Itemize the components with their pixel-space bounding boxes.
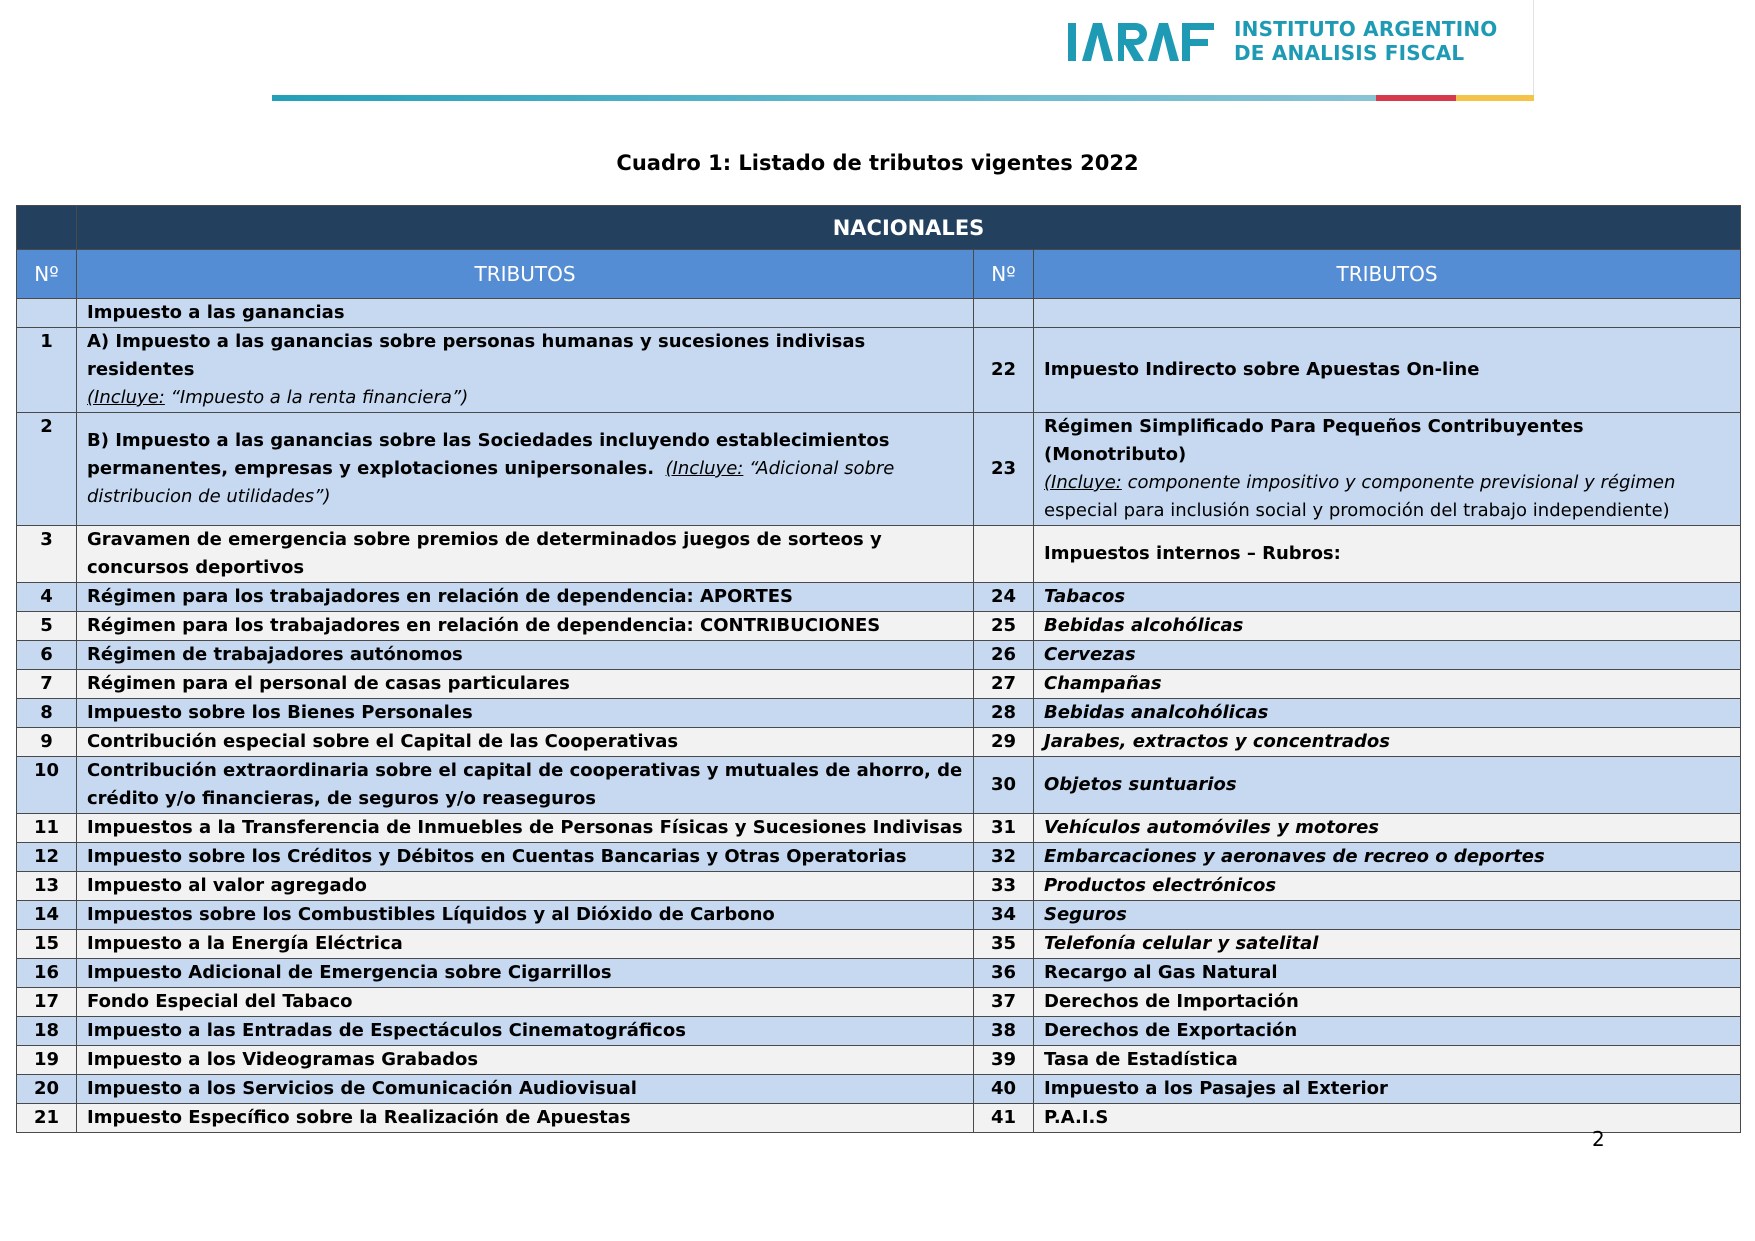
row-num: 8 xyxy=(17,699,77,728)
tributo-name: Embarcaciones y aeronaves de recreo o deportes xyxy=(1034,843,1741,872)
tributo-name: Impuesto Adicional de Emergencia sobre Cigarrillos xyxy=(77,959,974,988)
row-num: 7 xyxy=(17,670,77,699)
row-num: 30 xyxy=(974,757,1034,814)
row-num: 27 xyxy=(974,670,1034,699)
tributo-name xyxy=(1034,413,1741,526)
row-num xyxy=(17,299,77,328)
iaraf-logo xyxy=(1068,16,1497,66)
tributo-name: Régimen de trabajadores autónomos xyxy=(77,641,974,670)
row-num: 26 xyxy=(974,641,1034,670)
tributo-main: A) Impuesto a las ganancias sobre personas humanas y sucesiones indivisas residentes xyxy=(87,331,866,380)
tributo-name: Impuesto a los Servicios de Comunicación Audiovisual xyxy=(77,1075,974,1104)
table-row xyxy=(17,526,1741,583)
row-num: 16 xyxy=(17,959,77,988)
row-num: 28 xyxy=(974,699,1034,728)
row-num: 18 xyxy=(17,1017,77,1046)
tributo-name: Impuesto a las Entradas de Espectáculos Cinematográficos xyxy=(77,1017,974,1046)
row-num: 32 xyxy=(974,843,1034,872)
header-bar-yellow xyxy=(1456,95,1534,101)
row-num: 14 xyxy=(17,901,77,930)
table-row xyxy=(17,1017,1741,1046)
table-row xyxy=(17,988,1741,1017)
tributo-name: Impuesto a los Videogramas Grabados xyxy=(77,1046,974,1075)
table-row xyxy=(17,901,1741,930)
tributo-name: Impuesto al valor agregado xyxy=(77,872,974,901)
col-header-tributos-right: TRIBUTOS xyxy=(1034,250,1741,299)
row-num: 9 xyxy=(17,728,77,757)
tributo-main: Régimen Simplificado Para Pequeños Contribuyentes (Monotributo) xyxy=(1044,416,1584,465)
row-num: 29 xyxy=(974,728,1034,757)
tributo-name: Objetos suntuarios xyxy=(1034,757,1741,814)
incluye-label: (Incluye: xyxy=(87,387,165,408)
tributo-name: Tasa de Estadística xyxy=(1034,1046,1741,1075)
row-num: 31 xyxy=(974,814,1034,843)
tributo-name: Impuesto sobre los Bienes Personales xyxy=(77,699,974,728)
row-num: 6 xyxy=(17,641,77,670)
row-num: 11 xyxy=(17,814,77,843)
row-num: 39 xyxy=(974,1046,1034,1075)
tributos-table xyxy=(16,205,1741,1133)
row-num: 23 xyxy=(974,413,1034,526)
tributo-name: Vehículos automóviles y motores xyxy=(1034,814,1741,843)
header-divider xyxy=(1533,0,1534,101)
tributo-name: Régimen para los trabajadores en relación de dependencia: APORTES xyxy=(77,583,974,612)
row-num: 20 xyxy=(17,1075,77,1104)
tributo-name: Impuestos sobre los Combustibles Líquidos y al Dióxido de Carbono xyxy=(77,901,974,930)
org-name-line1: INSTITUTO ARGENTINO xyxy=(1234,17,1498,41)
table-row xyxy=(17,1046,1741,1075)
row-num xyxy=(974,299,1034,328)
title-corner-cell xyxy=(17,206,77,250)
row-num xyxy=(974,526,1034,583)
incluye-text: “Impuesto a la renta financiera”) xyxy=(164,387,469,408)
table-row xyxy=(17,728,1741,757)
table-row xyxy=(17,757,1741,814)
row-num: 13 xyxy=(17,872,77,901)
table-row xyxy=(17,930,1741,959)
tributo-name: Cervezas xyxy=(1034,641,1741,670)
table-title: NACIONALES xyxy=(77,206,1741,250)
org-name-line2: DE ANALISIS FISCAL xyxy=(1234,41,1465,65)
tributo-name: Derechos de Importación xyxy=(1034,988,1741,1017)
tributo-name: Régimen para el personal de casas particulares xyxy=(77,670,974,699)
org-name xyxy=(1234,17,1497,65)
table-caption: Cuadro 1: Listado de tributos vigentes 2022 xyxy=(616,151,1139,175)
row-num: 25 xyxy=(974,612,1034,641)
table-row xyxy=(17,641,1741,670)
tributo-name: Telefonía celular y satelital xyxy=(1034,930,1741,959)
incluye-text: componente impositivo y componente previsional y régimen xyxy=(1121,472,1676,493)
row-num: 24 xyxy=(974,583,1034,612)
tributo-name: Impuesto a los Pasajes al Exterior xyxy=(1034,1075,1741,1104)
tributo-name: Jarabes, extractos y concentrados xyxy=(1034,728,1741,757)
row-num: 15 xyxy=(17,930,77,959)
row-num: 38 xyxy=(974,1017,1034,1046)
table-row xyxy=(17,299,1741,328)
tributo-name: Derechos de Exportación xyxy=(1034,1017,1741,1046)
row-num: 12 xyxy=(17,843,77,872)
tributo-name: Champañas xyxy=(1034,670,1741,699)
tributo-name: Impuesto sobre los Créditos y Débitos en Cuentas Bancarias y Otras Operatorias xyxy=(77,843,974,872)
table-row xyxy=(17,1104,1741,1133)
row-num: 35 xyxy=(974,930,1034,959)
row-num: 3 xyxy=(17,526,77,583)
row-num: 41 xyxy=(974,1104,1034,1133)
tributo-name: Contribución especial sobre el Capital de las Cooperativas xyxy=(77,728,974,757)
col-header-num-right: Nº xyxy=(974,250,1034,299)
table-row xyxy=(17,670,1741,699)
page-number: 2 xyxy=(1592,1127,1605,1151)
empty-cell xyxy=(1034,299,1741,328)
row-num: 19 xyxy=(17,1046,77,1075)
row-num: 40 xyxy=(974,1075,1034,1104)
tributo-name: Recargo al Gas Natural xyxy=(1034,959,1741,988)
incluye-label: (Incluye: xyxy=(665,458,744,479)
table-row xyxy=(17,413,1741,526)
table-title-row xyxy=(17,206,1741,250)
table-row xyxy=(17,843,1741,872)
row-num: 34 xyxy=(974,901,1034,930)
row-num: 2 xyxy=(17,413,77,526)
tributo-name: Impuesto Específico sobre la Realización de Apuestas xyxy=(77,1104,974,1133)
rubros-label: Impuestos internos – Rubros: xyxy=(1034,526,1741,583)
tributo-name: Bebidas alcohólicas xyxy=(1034,612,1741,641)
table-row xyxy=(17,583,1741,612)
col-header-tributos-left: TRIBUTOS xyxy=(77,250,974,299)
group-label: Impuesto a las ganancias xyxy=(77,299,974,328)
tributo-name xyxy=(77,413,974,526)
row-num: 37 xyxy=(974,988,1034,1017)
header-bar-red xyxy=(1376,95,1456,101)
row-num: 4 xyxy=(17,583,77,612)
tributo-name: Impuesto Indirecto sobre Apuestas On-line xyxy=(1034,328,1741,413)
table-row xyxy=(17,328,1741,413)
incluye-text: “Adicional sobre distribucion de utilidades”) xyxy=(87,458,895,507)
tributo-name: Tabacos xyxy=(1034,583,1741,612)
header-color-bar xyxy=(272,95,1534,101)
col-header-num-left: Nº xyxy=(17,250,77,299)
row-num: 17 xyxy=(17,988,77,1017)
row-num: 22 xyxy=(974,328,1034,413)
tributo-name: Fondo Especial del Tabaco xyxy=(77,988,974,1017)
incluye-tail: especial para inclusión social y promoción del trabajo independiente) xyxy=(1044,500,1670,521)
iaraf-logo-icon xyxy=(1068,19,1216,63)
row-num: 5 xyxy=(17,612,77,641)
row-num: 33 xyxy=(974,872,1034,901)
table-row xyxy=(17,1075,1741,1104)
table-header-row xyxy=(17,250,1741,299)
tributo-name: Régimen para los trabajadores en relación de dependencia: CONTRIBUCIONES xyxy=(77,612,974,641)
row-num: 36 xyxy=(974,959,1034,988)
tributo-name: Bebidas analcohólicas xyxy=(1034,699,1741,728)
tributo-main: B) Impuesto a las ganancias sobre las Sociedades incluyendo establecimientos permanentes, empresas y explotaciones unipersonales. xyxy=(87,430,890,479)
header-bar-teal xyxy=(272,95,1376,101)
table-row xyxy=(17,612,1741,641)
tributo-name: Seguros xyxy=(1034,901,1741,930)
row-num: 21 xyxy=(17,1104,77,1133)
incluye-label: (Incluye: xyxy=(1044,472,1122,493)
tributo-name: Impuestos a la Transferencia de Inmuebles de Personas Físicas y Sucesiones Indivisas xyxy=(77,814,974,843)
table-row xyxy=(17,959,1741,988)
row-num: 1 xyxy=(17,328,77,413)
page-header xyxy=(0,0,1755,110)
tributo-name: Impuesto a la Energía Eléctrica xyxy=(77,930,974,959)
tributo-name: P.A.I.S xyxy=(1034,1104,1741,1133)
table-row xyxy=(17,699,1741,728)
table-row xyxy=(17,814,1741,843)
tributo-name: Contribución extraordinaria sobre el capital de cooperativas y mutuales de ahorro, de crédito y/o financieras, de seguros y/o reaseguros xyxy=(77,757,974,814)
table-row xyxy=(17,872,1741,901)
tributo-name: Productos electrónicos xyxy=(1034,872,1741,901)
row-num: 10 xyxy=(17,757,77,814)
tributo-name: Gravamen de emergencia sobre premios de determinados juegos de sorteos y concursos deportivos xyxy=(77,526,974,583)
tributo-name xyxy=(77,328,974,413)
